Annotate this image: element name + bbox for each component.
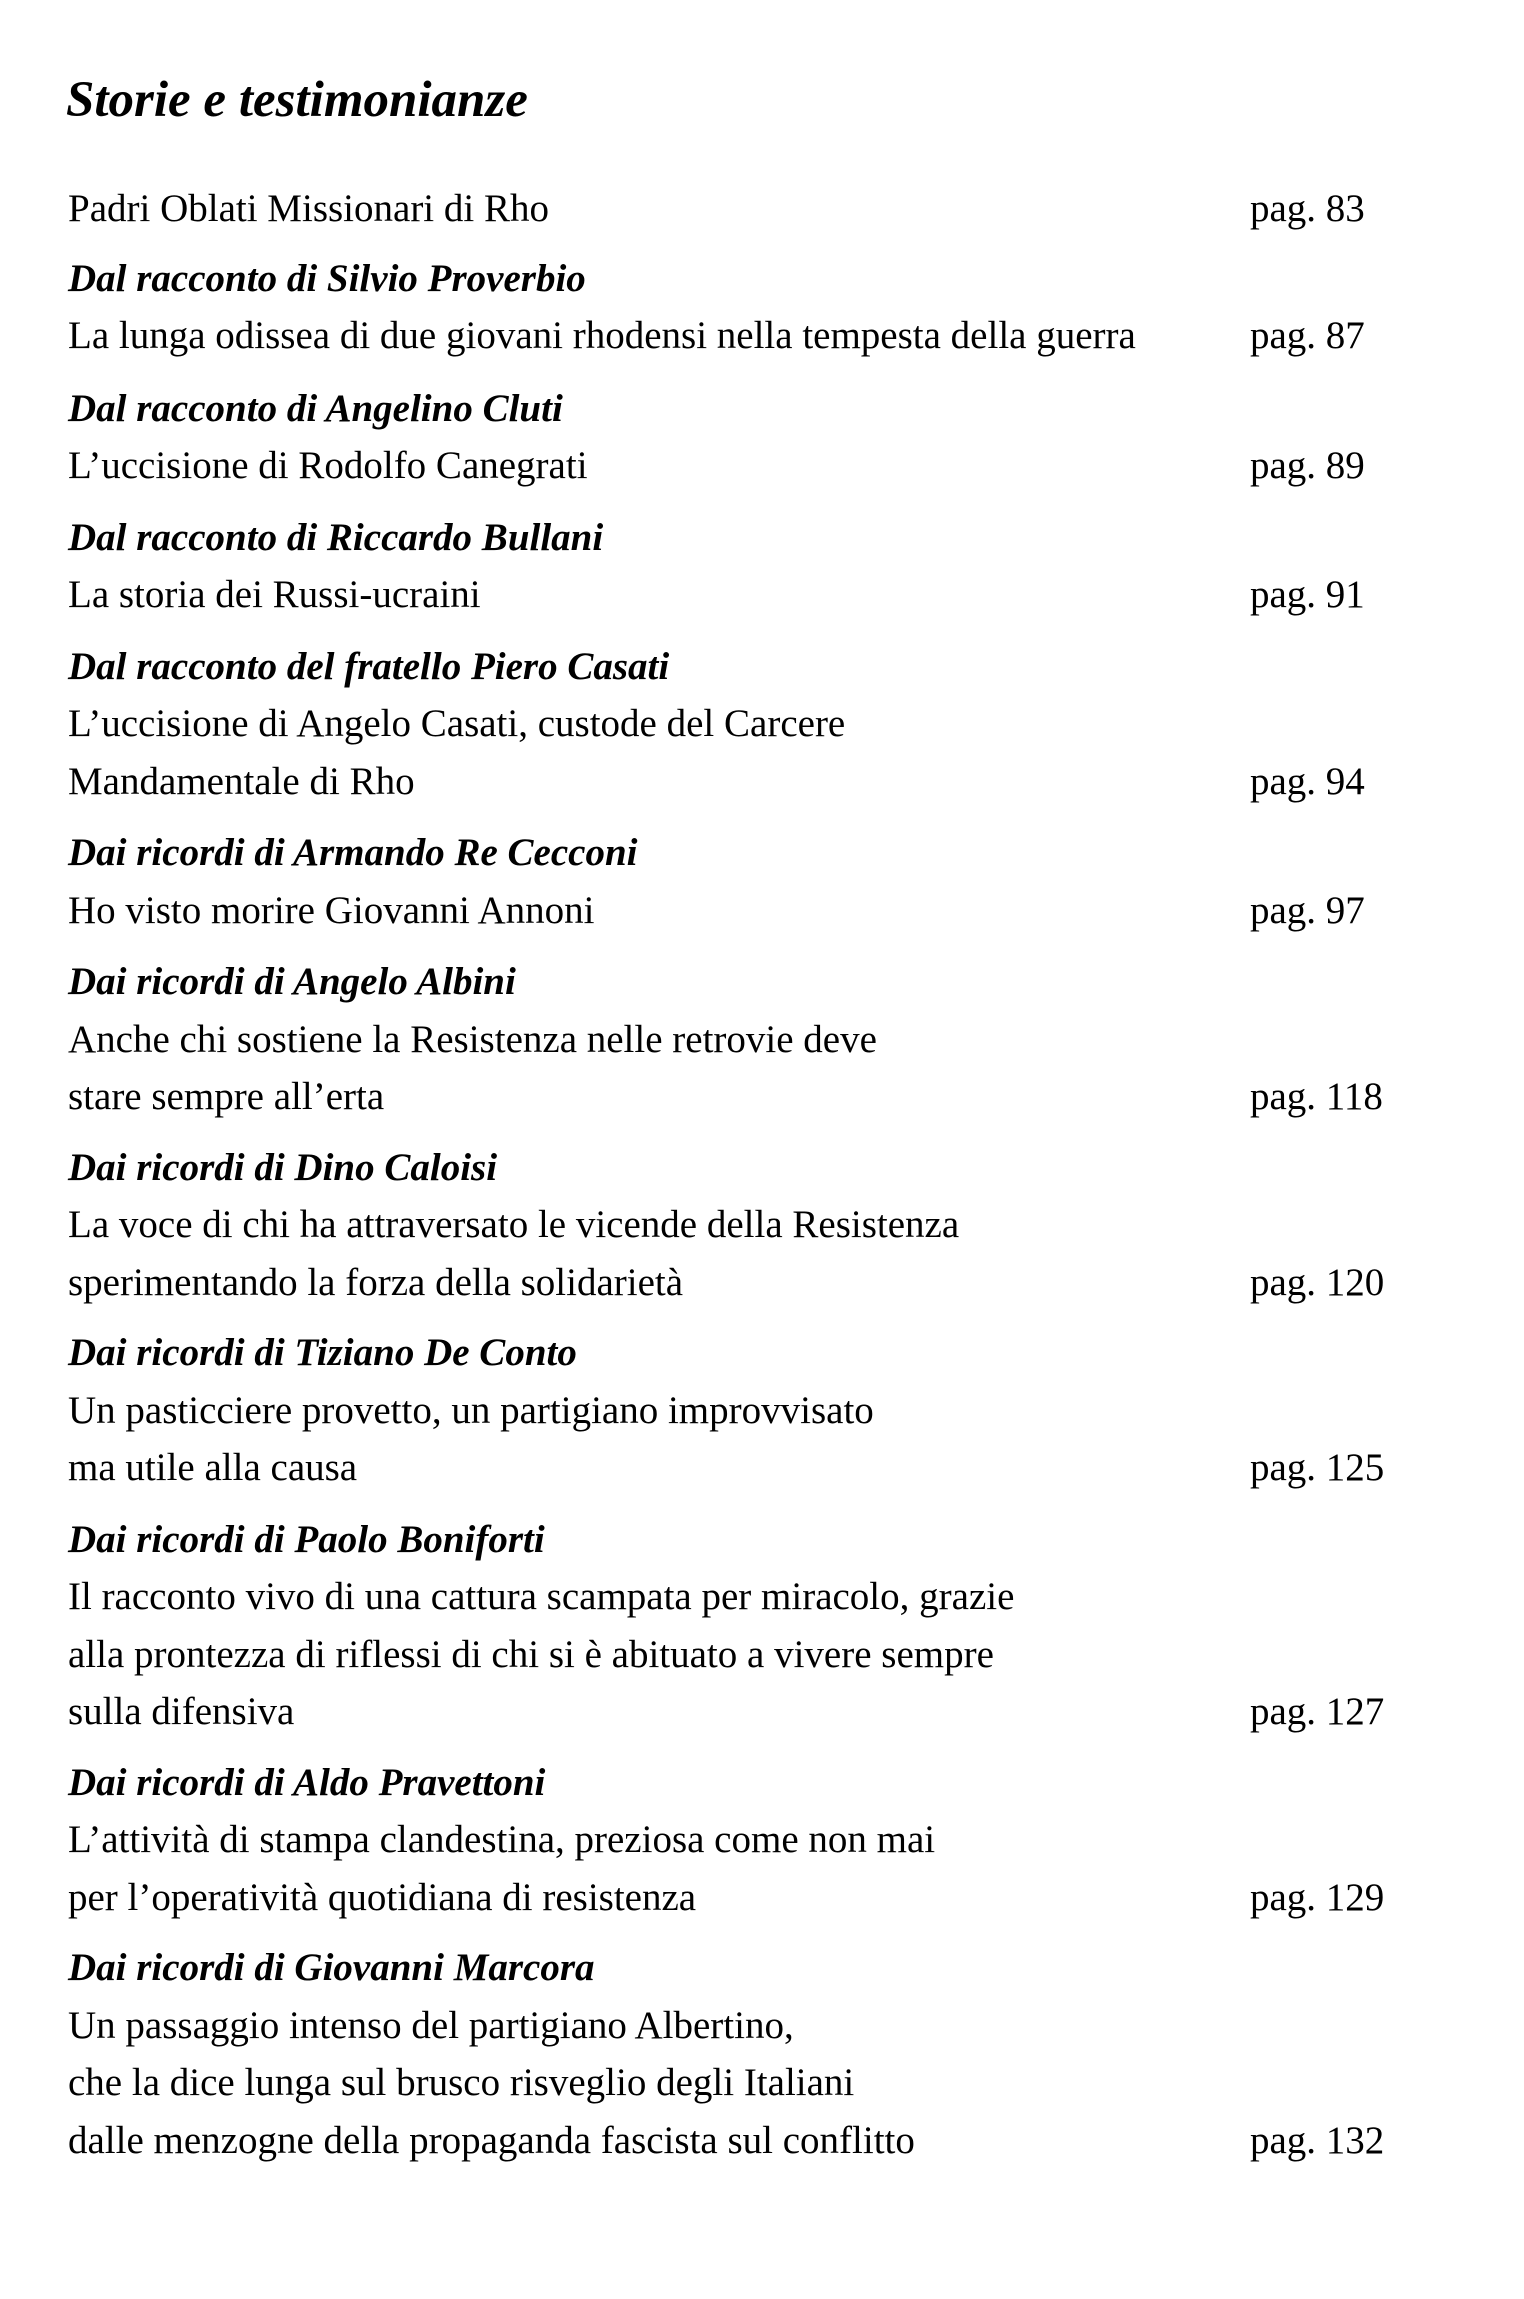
toc-entry-title-line (68, 1997, 1408, 2055)
table-of-contents (68, 180, 1408, 2169)
toc-entry-title-text: Mandamentale di Rho (68, 759, 415, 803)
toc-entry-author: Dai ricordi di Tiziano De Conto (68, 1331, 577, 1374)
toc-entry-title-text: dalle menzogne della propaganda fascista sul conflitto (68, 2118, 915, 2162)
toc-entry-page-number: pag. 97 (1250, 888, 1365, 932)
toc-entry-title-text: sulla difensiva (68, 1690, 295, 1733)
toc-entry (68, 509, 1408, 624)
toc-entry-page-number: pag. 127 (1250, 1690, 1385, 1733)
toc-entry-page-number: pag. 125 (1250, 1446, 1385, 1489)
toc-entry-author: Dal racconto di Riccardo Bullani (68, 515, 604, 559)
toc-entry-page-number: pag. 132 (1250, 2118, 1385, 2162)
toc-entry-title-line (68, 1683, 1408, 1741)
toc-entry-title-text: Ho visto morire Giovanni Annoni (68, 888, 595, 932)
toc-entry-title-text: L’uccisione di Angelo Casati, custode del Carcere (68, 702, 846, 745)
toc-entry-title-text: Il racconto vivo di una cattura scampata per miracolo, grazie (68, 1575, 1015, 1618)
toc-entry (68, 1754, 1408, 1927)
toc-entry-title-line (68, 1068, 1408, 1126)
toc-entry-author: Dai ricordi di Dino Caloisi (68, 1145, 498, 1189)
toc-entry (68, 1139, 1408, 1312)
toc-entry-page-number: pag. 89 (1250, 444, 1365, 487)
toc-entry-author: Dai ricordi di Aldo Pravettoni (68, 1760, 546, 1804)
toc-entry-title-text: Un passaggio intenso del partigiano Albertino, (68, 2003, 794, 2047)
toc-entry-title-line (68, 695, 1408, 753)
toc-entry (68, 380, 1408, 495)
toc-entry-title-text: Un pasticciere provetto, un partigiano improvvisato (68, 1388, 874, 1432)
toc-entry (68, 1324, 1408, 1497)
toc-entry-title-text: per l’operatività quotidiana di resistenza (68, 1875, 697, 1919)
toc-entry-author: Dal racconto del fratello Piero Casati (68, 644, 670, 688)
toc-entry-title-line (68, 566, 1408, 624)
toc-entry-title-line (68, 1811, 1408, 1869)
toc-entry-page-number: pag. 120 (1250, 1260, 1385, 1304)
toc-entry-title-text: che la dice lunga sul brusco risveglio degli Italiani (68, 2061, 855, 2104)
toc-entry (68, 1511, 1408, 1741)
toc-entry-title-line (68, 180, 1408, 238)
toc-entry-title-text: alla prontezza di riflessi di chi si è abituato a vivere sempre (68, 1632, 994, 1676)
toc-entry-title-text: Padri Oblati Missionari di Rho (68, 187, 549, 230)
toc-entry-author: Dal racconto di Angelino Cluti (68, 386, 563, 430)
toc-entry-title-text: stare sempre all’erta (68, 1075, 385, 1118)
toc-entry-title-line (68, 1439, 1408, 1497)
toc-entry (68, 1939, 1408, 2169)
toc-entry-title-text: La storia dei Russi-ucraini (68, 573, 481, 616)
section-title: Storie e testimonianze (66, 72, 528, 128)
toc-entry-author: Dai ricordi di Angelo Albini (68, 960, 516, 1003)
toc-entry-author: Dai ricordi di Paolo Boniforti (68, 1517, 545, 1561)
toc-entry-page-number: pag. 118 (1250, 1075, 1383, 1118)
toc-entry-title-line (68, 1254, 1408, 1312)
toc-entry-title-text: sperimentando la forza della solidarietà (68, 1260, 684, 1304)
toc-entry-title-line (68, 2112, 1408, 2170)
toc-entry-page-number: pag. 87 (1250, 314, 1365, 357)
toc-entry-title-text: ma utile alla causa (68, 1446, 358, 1489)
toc-entry (68, 953, 1408, 1126)
toc-entry (68, 250, 1408, 365)
toc-entry-title-text: Anche chi sostiene la Resistenza nelle retrovie deve (68, 1017, 877, 1061)
toc-entry-title-line (68, 437, 1408, 495)
toc-entry-title-text: La voce di chi ha attraversato le vicende della Resistenza (68, 1203, 960, 1246)
toc-entry-title-line (68, 1382, 1408, 1440)
toc-entry-title-line (68, 307, 1408, 365)
toc-entry-title-line (68, 1626, 1408, 1684)
toc-entry (68, 638, 1408, 811)
toc-entry (68, 180, 1408, 238)
toc-entry-title-line (68, 1568, 1408, 1626)
toc-entry-author: Dai ricordi di Giovanni Marcora (68, 1946, 595, 1989)
toc-entry (68, 824, 1408, 939)
toc-entry-title-line (68, 1011, 1408, 1069)
toc-entry-page-number: pag. 94 (1250, 759, 1365, 803)
toc-entry-page-number: pag. 91 (1250, 573, 1365, 616)
toc-entry-title-text: La lunga odissea di due giovani rhodensi nella tempesta della guerra (68, 314, 1136, 357)
toc-entry-title-text: L’uccisione di Rodolfo Canegrati (68, 444, 588, 487)
toc-entry-title-line (68, 882, 1408, 940)
toc-entry-author: Dal racconto di Silvio Proverbio (68, 256, 586, 300)
toc-entry-title-text: L’attività di stampa clandestina, preziosa come non mai (68, 1818, 936, 1861)
toc-entry-title-line (68, 1196, 1408, 1254)
toc-entry-page-number: pag. 129 (1250, 1875, 1385, 1919)
toc-entry-title-line (68, 2054, 1408, 2112)
toc-entry-title-line (68, 1869, 1408, 1927)
toc-entry-page-number: pag. 83 (1250, 187, 1365, 230)
toc-entry-title-line (68, 753, 1408, 811)
toc-entry-author: Dai ricordi di Armando Re Cecconi (68, 831, 638, 874)
